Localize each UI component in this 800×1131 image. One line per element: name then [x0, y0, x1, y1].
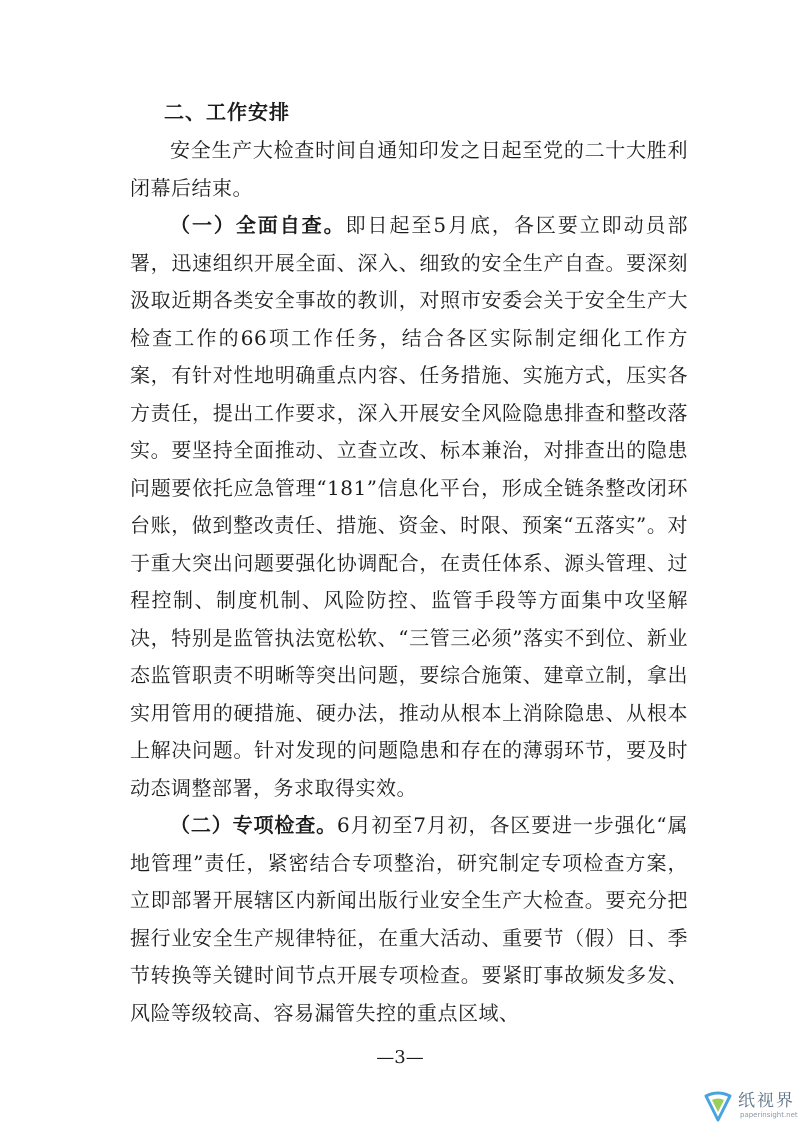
watermark-name: 纸视界 — [738, 1091, 795, 1111]
paragraph-lead: （一）全面自查。 — [170, 213, 346, 237]
paragraph-content: 即日起至5月底，各区要立即动员部署，迅速组织开展全面、深入、细致的安全生产自查。要深刻汲取近期各类安全事故的教训，对照市安委会关于安全生产大检查工作的66项工作任务，结合各区实际制定细化工作方案，有针对性地明确重点内容、任务措施、实施方式，压实各方责任，提出工作要求，深入开展安全风险隐患排查和整改落实。要坚持全面推动、立查立改、标本兼治，对排查出的隐患问题要依托应急管理“181”信息化平台，形成全链条整改闭环台账，做到整改责任、措施、资金、时限、预案“五落实”。对于重大突出问题要强化协调配合，在责任体系、源头管理、过程控制、制度机制、风险防控、监管手段等方面集中攻坚解决，特别是监管执法宽松软、“三管三必须”落实不到位、新业态监管职责不明晰等突出问题，要综合施策、建章立制，拿出实用管用的硬措施、硬办法，推动从根本上消除隐患、从根本上解决问题。针对发现的问题隐患和存在的薄弱环节，要及时动态调整部署，务求取得实效。 — [130, 213, 688, 800]
section-heading: 二、工作安排 — [164, 100, 290, 124]
body-text — [130, 132, 688, 1032]
watermark-url: paperinsight.net — [740, 1111, 798, 1119]
paragraph-special-inspection — [130, 807, 688, 1032]
page-number: —3— — [376, 1047, 424, 1068]
paragraph-content: 6月初至7月初，各区要进一步强化“属地管理”责任，紧密结合专项整治，研究制定专项检查方案，立即部署开展辖区内新闻出版行业安全生产大检查。要充分把握行业安全生产规律特征，在重大活动、重要节（假）日、季节转换等关键时间节点开展专项检查。要紧盯事故频发多发、风险等级较高、容易漏管失控的重点区域、 — [130, 813, 688, 1025]
watermark — [700, 1080, 798, 1130]
paragraph-schedule: 安全生产大检查时间自通知印发之日起至党的二十大胜利闭幕后结束。 — [130, 138, 688, 200]
paragraph-lead: （二）专项检查。 — [170, 813, 337, 837]
paperinsight-logo-icon — [700, 1088, 736, 1124]
paragraph-self-inspection — [130, 207, 688, 807]
